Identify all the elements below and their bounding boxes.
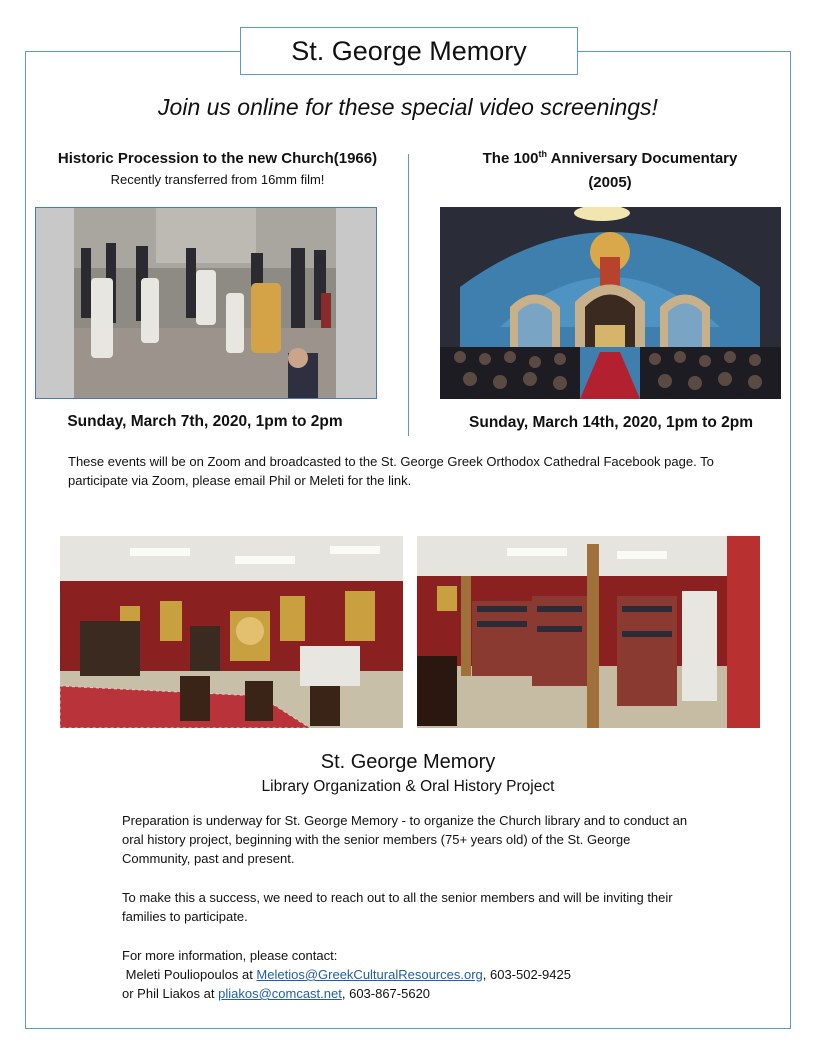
- library-photo-right: [417, 536, 760, 728]
- contact-line-1: [122, 965, 702, 984]
- section-title: St. George Memory: [320, 751, 496, 773]
- column-divider: [408, 154, 409, 436]
- contact2-email-link[interactable]: pliakos@comcast.net: [218, 986, 342, 1001]
- page-subtitle: Join us online for these special video screenings!: [158, 94, 658, 120]
- contact2-phone: , 603-867-5620: [341, 986, 431, 1001]
- page-title: St. George Memory: [240, 27, 578, 75]
- right-event-title-line2: (2005): [588, 174, 632, 191]
- right-event-title: [430, 150, 790, 167]
- contact1-email-link[interactable]: Meletios@GreekCulturalResources.org: [256, 967, 483, 982]
- contact1-prefix: Meleti Pouliopoulos at: [122, 967, 257, 982]
- contact1-phone: , 603-502-9425: [482, 967, 571, 982]
- contact-intro: For more information, please contact:: [122, 948, 338, 963]
- body-paragraph-1: Preparation is underway for St. George Memory - to organize the Church library and to conduct an oral history project, beginning with the senior members (75+ years old) of the St. George Community, past and present.: [122, 813, 688, 866]
- contact-block: [122, 946, 702, 1003]
- contact-line-2: [122, 984, 702, 1003]
- right-event-title-sup: th: [538, 149, 547, 159]
- cathedral-documentary-photo: [440, 207, 781, 399]
- zoom-note: These events will be on Zoom and broadcasted to the St. George Greek Orthodox Cathedral Facebook page. To participate via Zoom, please email Phil or Meleti for the link.: [68, 454, 714, 488]
- right-event-title-post: Anniversary Documentary: [547, 150, 738, 167]
- right-event-date: Sunday, March 14th, 2020, 1pm to 2pm: [469, 414, 753, 431]
- procession-video-photo: [35, 207, 377, 399]
- body-paragraph-2: To make this a success, we need to reach out to all the senior members and will be inviting their families to participate.: [122, 890, 673, 924]
- section-subtitle: Library Organization & Oral History Project: [261, 778, 555, 795]
- left-event-subtitle: Recently transferred from 16mm film!: [110, 172, 325, 187]
- contact2-prefix: or Phil Liakos at: [122, 986, 219, 1001]
- library-photo-left: [60, 536, 403, 728]
- left-event-date: Sunday, March 7th, 2020, 1pm to 2pm: [67, 413, 343, 430]
- left-event-title: Historic Procession to the new Church(1966): [57, 150, 378, 167]
- right-event-title-pre: The 100: [482, 150, 539, 167]
